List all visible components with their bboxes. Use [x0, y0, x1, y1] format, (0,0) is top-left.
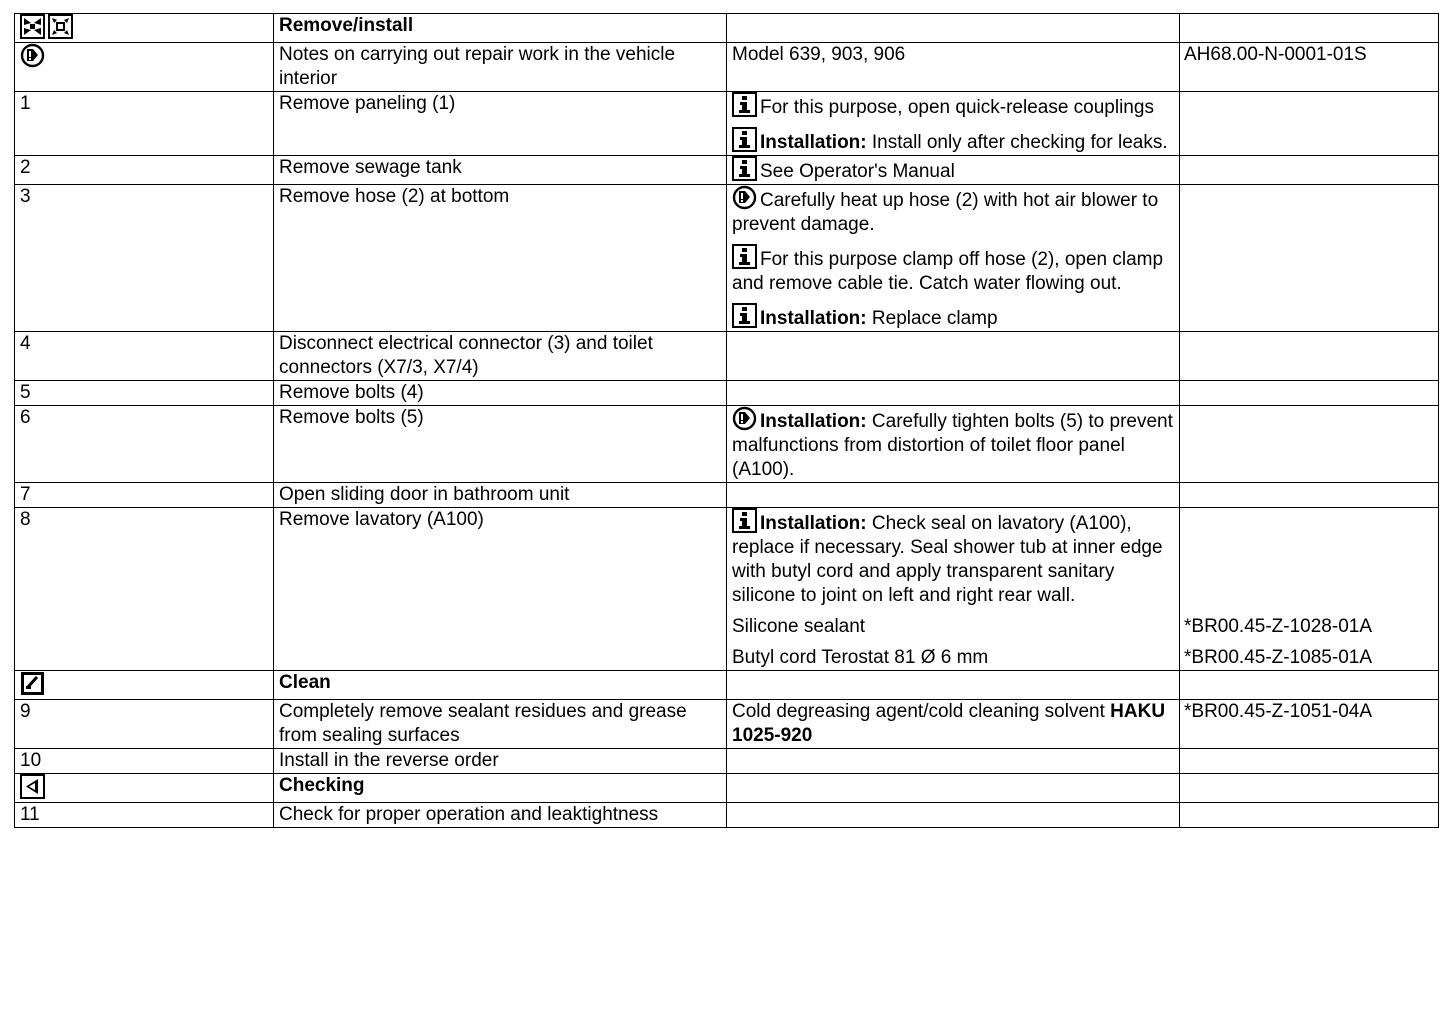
step-description: Notes on carrying out repair work in the vehicle interior	[274, 43, 727, 92]
step-description: Remove paneling (1)	[274, 92, 727, 156]
note-paragraph	[732, 303, 1175, 331]
step-description: Install in the reverse order	[274, 749, 727, 774]
note-text: Carefully heat up hose (2) with hot air blower to prevent damage.	[732, 190, 1159, 235]
note-text: Cold degreasing agent/cold cleaning solvent	[732, 701, 1105, 722]
step-number: 3	[20, 186, 31, 207]
reference-cell	[1180, 332, 1439, 381]
step-notes	[727, 406, 1180, 483]
reference-cell	[1180, 406, 1439, 483]
note-paragraph	[732, 127, 1175, 155]
note-paragraph	[732, 43, 1175, 67]
note-text: Butyl cord Terostat 81 Ø 6 mm	[732, 647, 989, 668]
reference-cell	[1180, 483, 1439, 508]
info-icon	[732, 127, 757, 152]
checking-icon	[20, 774, 45, 799]
step-description: Clean	[274, 671, 727, 700]
step-number-cell	[15, 700, 274, 749]
reference-cell	[1180, 803, 1439, 828]
reference-cell	[1180, 185, 1439, 332]
step-number-cell	[15, 508, 274, 671]
reference-cell	[1180, 774, 1439, 803]
step-number: 9	[20, 701, 31, 722]
step-number-cell	[15, 483, 274, 508]
step-number-cell	[15, 381, 274, 406]
table-row	[15, 700, 1439, 749]
step-notes	[727, 508, 1180, 671]
step-notes	[727, 332, 1180, 381]
reference-number: AH68.00-N-0001-01S	[1184, 44, 1367, 65]
step-notes	[727, 156, 1180, 185]
reference-cell	[1180, 749, 1439, 774]
table-row	[15, 43, 1439, 92]
info-icon	[732, 508, 757, 533]
step-number: 1	[20, 93, 31, 114]
note-paragraph	[732, 244, 1175, 296]
step-number-cell	[15, 671, 274, 700]
note-text: Carefully tighten bolts (5) to prevent malfunctions from distortion of toilet floor panel (A100).	[732, 411, 1173, 480]
step-description: Check for proper operation and leaktightness	[274, 803, 727, 828]
step-description: Completely remove sealant residues and grease from sealing surfaces	[274, 700, 727, 749]
repair-procedure-table	[14, 13, 1439, 828]
step-number: 8	[20, 509, 31, 530]
reference-number: *BR00.45-Z-1051-04A	[1184, 701, 1372, 722]
step-number-cell	[15, 774, 274, 803]
table-row	[15, 14, 1439, 43]
table-row	[15, 156, 1439, 185]
note-label: Installation:	[760, 411, 867, 432]
install-icon	[48, 14, 73, 39]
step-number: 6	[20, 407, 31, 428]
reference-cell	[1180, 671, 1439, 700]
step-notes	[727, 774, 1180, 803]
info-icon	[732, 244, 757, 269]
note-label: Installation:	[760, 132, 867, 153]
step-description: Remove lavatory (A100)	[274, 508, 727, 671]
note-paragraph	[732, 156, 1175, 184]
step-number-cell	[15, 406, 274, 483]
step-notes	[727, 700, 1180, 749]
note-text: Model 639, 903, 906	[732, 44, 906, 65]
info-icon	[732, 303, 757, 328]
step-description: Checking	[274, 774, 727, 803]
table-row	[15, 671, 1439, 700]
step-number: 10	[20, 750, 42, 771]
reference-cell	[1180, 92, 1439, 156]
table-row	[15, 508, 1439, 671]
step-notes	[727, 671, 1180, 700]
reference-cell	[1180, 14, 1439, 43]
note-text: For this purpose clamp off hose (2), open clamp and remove cable tie. Catch water flowing out.	[732, 249, 1164, 294]
note-paragraph	[732, 92, 1175, 120]
step-number-cell	[15, 156, 274, 185]
info-icon	[732, 156, 757, 181]
step-description: Remove bolts (4)	[274, 381, 727, 406]
reference-cell	[1180, 43, 1439, 92]
step-number: 5	[20, 382, 31, 403]
step-number-cell	[15, 749, 274, 774]
table-row	[15, 185, 1439, 332]
product-name: HAKU 1025-920	[732, 701, 1166, 746]
step-description: Remove hose (2) at bottom	[274, 185, 727, 332]
table-row	[15, 381, 1439, 406]
step-description: Remove/install	[274, 14, 727, 43]
reference-number: *BR00.45-Z-1028-01A	[1184, 616, 1372, 637]
table-row	[15, 332, 1439, 381]
reference-cell	[1180, 156, 1439, 185]
step-number: 2	[20, 157, 31, 178]
note-text: See Operator's Manual	[760, 161, 955, 182]
step-notes	[727, 92, 1180, 156]
clean-icon	[20, 671, 45, 696]
step-number-cell	[15, 803, 274, 828]
note-text: Check seal on lavatory (A100), replace if necessary. Seal shower tub at inner edge with butyl cord and apply transparent sanitary silicone to joint on left and right rear wall.	[732, 513, 1163, 606]
step-notes	[727, 14, 1180, 43]
step-number-cell	[15, 185, 274, 332]
note-paragraph	[732, 185, 1175, 237]
note-text: For this purpose, open quick-release couplings	[760, 97, 1154, 118]
table-row	[15, 774, 1439, 803]
info-icon	[732, 92, 757, 117]
step-number: 7	[20, 484, 31, 505]
step-description: Remove sewage tank	[274, 156, 727, 185]
step-notes	[727, 185, 1180, 332]
step-number-cell	[15, 43, 274, 92]
step-notes	[727, 749, 1180, 774]
step-number-cell	[15, 332, 274, 381]
note-paragraph	[732, 406, 1175, 482]
caution-icon	[732, 406, 757, 431]
table-row	[15, 749, 1439, 774]
reference-cell	[1180, 508, 1439, 671]
note-label: Installation:	[760, 513, 867, 534]
step-notes	[727, 803, 1180, 828]
reference-cell	[1180, 700, 1439, 749]
note-paragraph	[732, 615, 1175, 639]
step-number-cell	[15, 92, 274, 156]
step-description: Disconnect electrical connector (3) and toilet connectors (X7/3, X7/4)	[274, 332, 727, 381]
table-row	[15, 483, 1439, 508]
reference-number: *BR00.45-Z-1085-01A	[1184, 647, 1372, 668]
note-paragraph	[732, 700, 1175, 748]
table-row	[15, 803, 1439, 828]
note-paragraph	[732, 646, 1175, 670]
step-number: 11	[20, 804, 40, 825]
step-description: Remove bolts (5)	[274, 406, 727, 483]
note-paragraph	[732, 508, 1175, 608]
note-text: Install only after checking for leaks.	[871, 132, 1168, 153]
note-text: Replace clamp	[871, 308, 998, 329]
note-label: Installation:	[760, 308, 867, 329]
step-number: 4	[20, 333, 31, 354]
remove-icon	[20, 14, 45, 39]
step-number-cell	[15, 14, 274, 43]
caution-icon	[732, 185, 757, 210]
step-notes	[727, 381, 1180, 406]
step-notes	[727, 43, 1180, 92]
note-text: Silicone sealant	[732, 616, 866, 637]
table-row	[15, 92, 1439, 156]
step-description: Open sliding door in bathroom unit	[274, 483, 727, 508]
reference-cell	[1180, 381, 1439, 406]
caution-icon	[20, 43, 45, 68]
step-notes	[727, 483, 1180, 508]
table-row	[15, 406, 1439, 483]
